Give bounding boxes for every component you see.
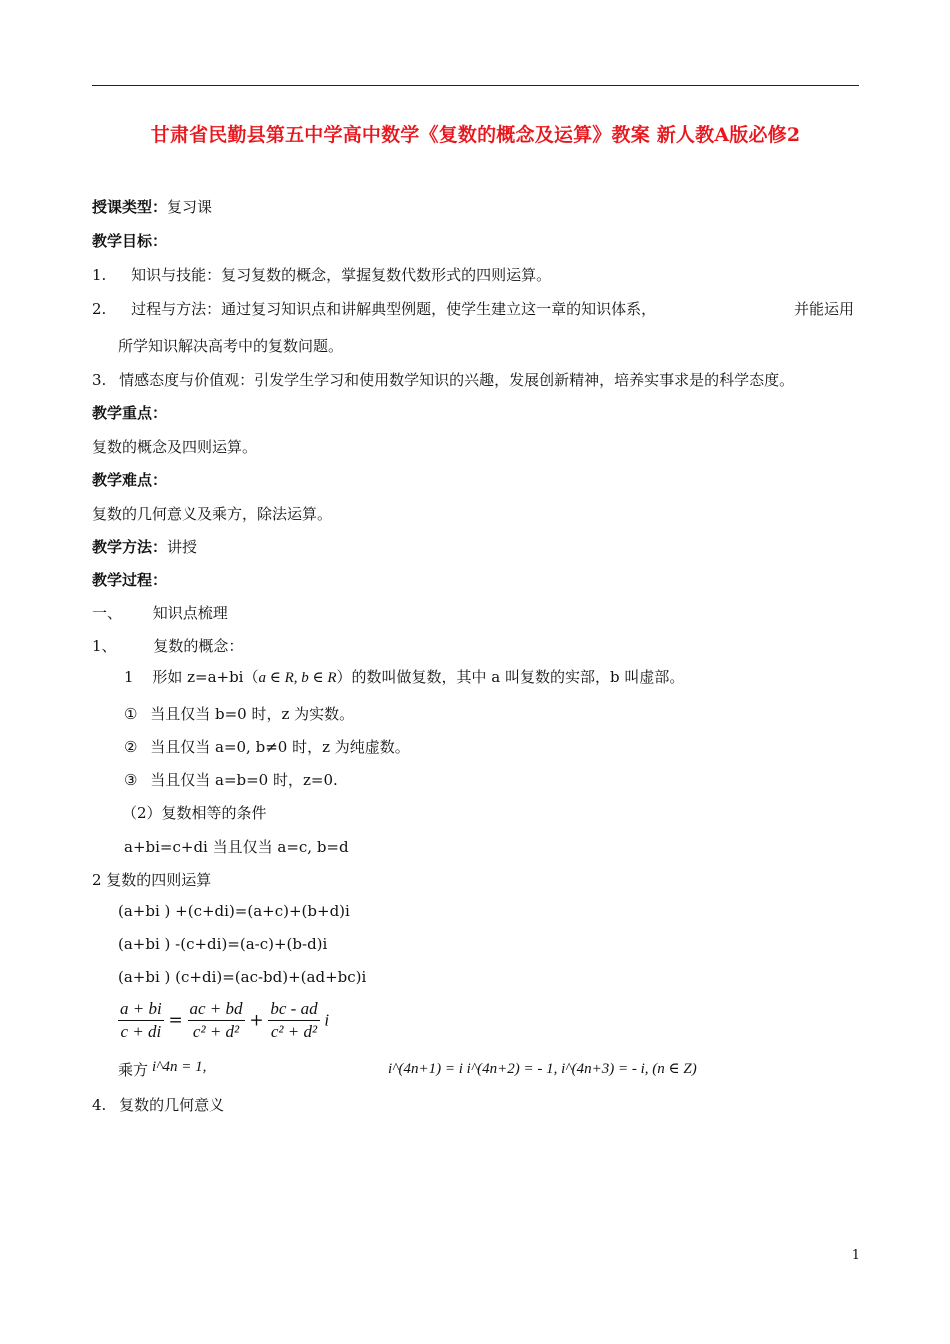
division-lhs: $\frac{a + bi}{c + di}$ [120,999,162,1041]
definition-condition: a ∈ R, b ∈ R [258,670,337,686]
objective-3-num: 3. [92,371,107,389]
definition-pre: 形如 z=a+bi（ [152,668,259,686]
section-1-text: 知识点梳理 [152,604,228,622]
equality-label: （2）复数相等的条件 [122,804,267,822]
case-3 [124,769,338,790]
lesson-type-label: 授课类型： [92,198,168,216]
key-points-heading: 教学重点： [92,404,168,422]
definition-post: ）的数叫做复数，其中 a 叫复数的实部，b 叫虚部。 [336,668,685,686]
multiplication-formula: (a+bi ) (c+di)=(ac-bd)+(ad+bc)i [118,968,367,986]
lesson-type-line [92,196,212,217]
power-label: 乘方 [118,1061,149,1079]
difficulties-heading: 教学难点： [92,471,168,489]
case-1-mark: ① [124,705,138,723]
subsection-4 [92,1094,224,1115]
case-1 [124,703,354,724]
objective-3 [92,369,794,390]
section-1-num: 一、 [92,604,123,622]
definition-num: 1 [124,668,134,686]
difficulties-text: 复数的几何意义及乘方，除法运算。 [92,505,333,523]
method-value: 讲授 [167,538,198,556]
power-rule-2: i^(4n+1) = i i^(4n+2) = - 1, i^(4n+3) = - i, (n ∈ Z) [388,1061,697,1077]
case-2 [124,736,410,757]
objective-3-text: 情感态度与价值观：引发学生学习和使用数学知识的兴趣，发展创新精神，培养实事求是的科学态度。 [119,371,795,389]
complex-definition [124,666,684,687]
case-2-text: 当且仅当 a=0, b≠0 时，z 为纯虚数。 [150,738,410,756]
method-line [92,536,197,557]
division-real-part: $\frac{ac + bd}{\text{c² + d²}}$ [189,999,243,1041]
objective-2-num: 2. [92,300,107,318]
case-3-text: 当且仅当 a=b=0 时，z=0. [150,771,338,789]
objective-2-tail: 并能运用 [794,300,855,318]
division-i: i [324,1010,330,1030]
section-1 [92,602,228,623]
power-rule-1: i^4n = 1, [152,1059,207,1075]
objective-1-text: 知识与技能：复习复数的概念，掌握复数代数形式的四则运算。 [131,266,552,284]
objective-2-text: 过程与方法：通过复习知识点和讲解典型例题，使学生建立这一章的知识体系， [131,300,657,318]
objective-2 [92,298,656,319]
objective-2-continuation: 所学知识解决高考中的复数问题。 [118,337,344,355]
key-points-text: 复数的概念及四则运算。 [92,438,258,456]
objectives-heading: 教学目标： [92,232,168,250]
objective-1-num: 1. [92,266,107,284]
division-imag-part: $\frac{bc - ad}{\text{c² + d²}}$ [270,999,318,1041]
page-number: 1 [851,1248,860,1263]
subtraction-formula: (a+bi ) -(c+di)=(a-c)+(b-d)i [118,935,328,953]
subsection-1-num: 1、 [92,637,117,655]
equality-rule: a+bi=c+di 当且仅当 a=c, b=d [124,838,349,856]
document-title: 甘肃省民勤县第五中学高中数学《复数的概念及运算》教案 新人教A版必修2 [150,124,801,146]
case-1-text: 当且仅当 b=0 时，z 为实数。 [150,705,355,723]
division-formula: $\frac{a + bi}{c + di}$ = $\frac{ac + bd}{\text{c² + d²}}$ + $\frac{bc - ad}{\text{c² + d²}}$ i [120,999,330,1041]
case-2-mark: ② [124,738,138,756]
subsection-4-text: 复数的几何意义 [119,1096,225,1114]
subsection-1-text: 复数的概念： [153,637,244,655]
addition-formula: (a+bi ) +(c+di)=(a+c)+(b+d)i [118,902,350,920]
header-rule [92,85,859,86]
subsection-4-num: 4. [92,1096,107,1114]
objective-1 [92,264,551,285]
process-heading: 教学过程： [92,571,168,589]
operations-heading: 2 复数的四则运算 [92,871,212,889]
subsection-1 [92,635,243,656]
case-3-mark: ③ [124,771,138,789]
method-label: 教学方法： [92,538,168,556]
lesson-type-value: 复习课 [167,198,213,216]
